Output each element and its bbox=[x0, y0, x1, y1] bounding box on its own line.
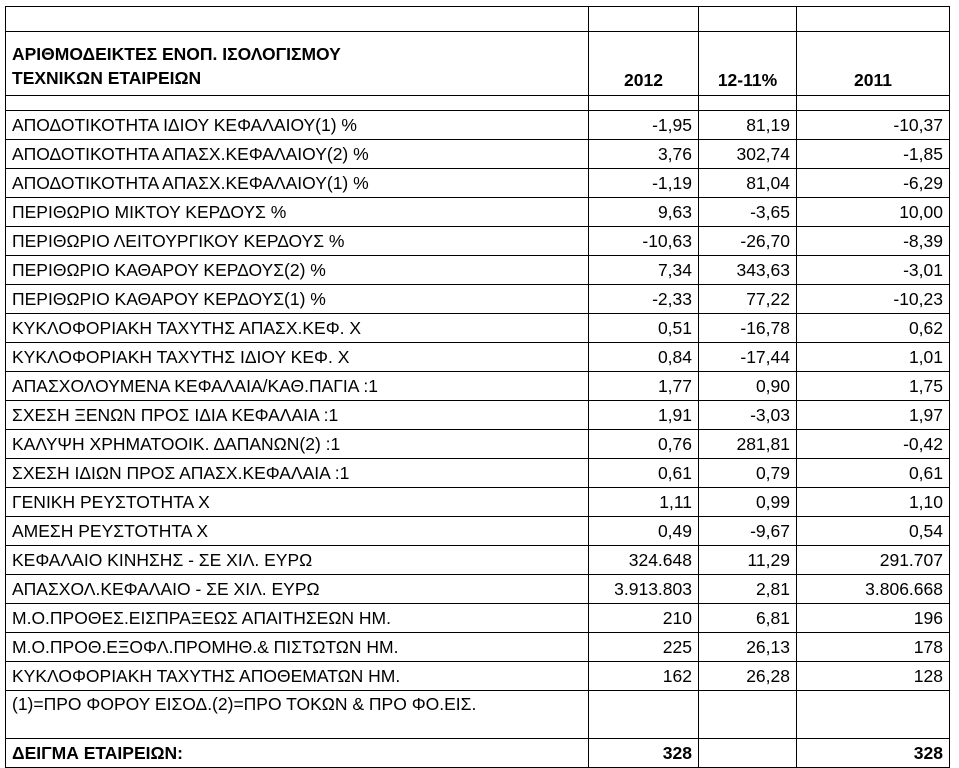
header-change: 12-11% bbox=[699, 32, 797, 96]
value-change: -26,70 bbox=[699, 227, 797, 256]
table-row bbox=[6, 662, 950, 691]
table-row bbox=[6, 343, 950, 372]
value-change: -16,78 bbox=[699, 314, 797, 343]
spacer-row bbox=[6, 96, 950, 111]
value-2012: 324.648 bbox=[589, 546, 699, 575]
value-change: 2,81 bbox=[699, 575, 797, 604]
table-title-line2: ΤΕΧΝΙΚΩΝ ΕΤΑΙΡΕΙΩΝ bbox=[12, 68, 202, 88]
value-2012: 1,77 bbox=[589, 372, 699, 401]
value-2011: 291.707 bbox=[797, 546, 950, 575]
value-2011: 128 bbox=[797, 662, 950, 691]
row-label: ΑΠΟΔΟΤΙΚΟΤΗΤΑ ΙΔΙΟΥ ΚΕΦΑΛΑΙΟΥ(1) % bbox=[6, 111, 589, 140]
value-2012: -1,19 bbox=[589, 169, 699, 198]
sample-label: ΔΕΙΓΜΑ ΕΤΑΙΡΕΙΩΝ: bbox=[6, 739, 589, 768]
cell bbox=[699, 96, 797, 111]
value-change: -3,03 bbox=[699, 401, 797, 430]
value-2012: 0,51 bbox=[589, 314, 699, 343]
row-label: ΑΠΑΣΧΟΛ.ΚΕΦΑΛΑΙΟ - ΣΕ ΧΙΛ. ΕΥΡΩ bbox=[6, 575, 589, 604]
row-label: ΠΕΡΙΘΩΡΙΟ ΜΙΚΤΟΥ ΚΕΡΔΟΥΣ % bbox=[6, 198, 589, 227]
row-label: ΣΧΕΣΗ ΙΔΙΩΝ ΠΡΟΣ ΑΠΑΣΧ.ΚΕΦΑΛΑΙΑ :1 bbox=[6, 459, 589, 488]
table-row bbox=[6, 314, 950, 343]
row-label: Μ.Ο.ΠΡΟΘΕΣ.ΕΙΣΠΡΑΞΕΩΣ ΑΠΑΙΤΗΣΕΩΝ ΗΜ. bbox=[6, 604, 589, 633]
value-change: 0,79 bbox=[699, 459, 797, 488]
value-2012: 7,34 bbox=[589, 256, 699, 285]
value-2011: -1,85 bbox=[797, 140, 950, 169]
value-change: 343,63 bbox=[699, 256, 797, 285]
cell bbox=[699, 739, 797, 768]
value-2011: 1,01 bbox=[797, 343, 950, 372]
table-row bbox=[6, 198, 950, 227]
value-2012: 0,49 bbox=[589, 517, 699, 546]
value-2011: -10,37 bbox=[797, 111, 950, 140]
row-label: ΚΕΦΑΛΑΙΟ ΚΙΝΗΣΗΣ - ΣΕ ΧΙΛ. ΕΥΡΩ bbox=[6, 546, 589, 575]
table-title-line1: ΑΡΙΘΜΟΔΕΙΚΤΕΣ ΕΝΟΠ. ΙΣΟΛΟΓΙΣΜΟΥ bbox=[12, 44, 341, 64]
sample-row bbox=[6, 739, 950, 768]
cell bbox=[797, 7, 950, 32]
value-change: 281,81 bbox=[699, 430, 797, 459]
table-row bbox=[6, 604, 950, 633]
value-2011: 10,00 bbox=[797, 198, 950, 227]
table-row bbox=[6, 401, 950, 430]
value-2012: 225 bbox=[589, 633, 699, 662]
value-2011: -6,29 bbox=[797, 169, 950, 198]
table-row bbox=[6, 459, 950, 488]
value-2012: 0,84 bbox=[589, 343, 699, 372]
value-2011: -8,39 bbox=[797, 227, 950, 256]
row-label: ΑΠΟΔΟΤΙΚΟΤΗΤΑ ΑΠΑΣΧ.ΚΕΦΑΛΑΙΟΥ(2) % bbox=[6, 140, 589, 169]
value-2012: 210 bbox=[589, 604, 699, 633]
table-row bbox=[6, 430, 950, 459]
cell bbox=[699, 691, 797, 739]
cell bbox=[589, 96, 699, 111]
value-2011: 0,62 bbox=[797, 314, 950, 343]
sample-2012: 328 bbox=[589, 739, 699, 768]
value-2012: 1,11 bbox=[589, 488, 699, 517]
value-change: 302,74 bbox=[699, 140, 797, 169]
value-change: 26,28 bbox=[699, 662, 797, 691]
value-2012: 1,91 bbox=[589, 401, 699, 430]
sample-2011: 328 bbox=[797, 739, 950, 768]
value-2011: -3,01 bbox=[797, 256, 950, 285]
row-label: ΓΕΝΙΚΗ ΡΕΥΣΤΟΤΗΤΑ Χ bbox=[6, 488, 589, 517]
value-2012: 162 bbox=[589, 662, 699, 691]
value-2012: 0,76 bbox=[589, 430, 699, 459]
table-row bbox=[6, 140, 950, 169]
row-label: ΠΕΡΙΘΩΡΙΟ ΛΕΙΤΟΥΡΓΙΚΟΥ ΚΕΡΔΟΥΣ % bbox=[6, 227, 589, 256]
cell bbox=[797, 691, 950, 739]
value-2011: 1,75 bbox=[797, 372, 950, 401]
value-2011: -0,42 bbox=[797, 430, 950, 459]
cell bbox=[589, 7, 699, 32]
value-change: 81,04 bbox=[699, 169, 797, 198]
table-row bbox=[6, 111, 950, 140]
table-row bbox=[6, 372, 950, 401]
cell bbox=[699, 7, 797, 32]
value-2012: -10,63 bbox=[589, 227, 699, 256]
value-2011: 0,54 bbox=[797, 517, 950, 546]
value-2011: 196 bbox=[797, 604, 950, 633]
value-2012: 0,61 bbox=[589, 459, 699, 488]
table-row bbox=[6, 227, 950, 256]
ratios-table bbox=[5, 6, 950, 768]
footnote-row bbox=[6, 691, 950, 739]
footnote: (1)=ΠΡΟ ΦΟΡΟΥ ΕΙΣΟΔ.(2)=ΠΡΟ ΤΟΚΩΝ & ΠΡΟ ΦΟ.ΕΙΣ. bbox=[6, 691, 589, 739]
row-label: ΚΑΛΥΨΗ ΧΡΗΜΑΤΟΟΙΚ. ΔΑΠΑΝΩΝ(2) :1 bbox=[6, 430, 589, 459]
value-2011: 3.806.668 bbox=[797, 575, 950, 604]
cell bbox=[6, 96, 589, 111]
table-row bbox=[6, 633, 950, 662]
value-change: 11,29 bbox=[699, 546, 797, 575]
header-2011: 2011 bbox=[797, 32, 950, 96]
header-row bbox=[6, 32, 950, 96]
value-2012: -2,33 bbox=[589, 285, 699, 314]
table-row bbox=[6, 488, 950, 517]
value-2011: 1,97 bbox=[797, 401, 950, 430]
value-2012: -1,95 bbox=[589, 111, 699, 140]
value-change: -3,65 bbox=[699, 198, 797, 227]
table-row bbox=[6, 256, 950, 285]
value-change: 0,99 bbox=[699, 488, 797, 517]
table-row bbox=[6, 517, 950, 546]
table-title bbox=[6, 32, 589, 96]
value-change: 81,19 bbox=[699, 111, 797, 140]
table-row bbox=[6, 575, 950, 604]
top-empty-row bbox=[6, 7, 950, 32]
row-label: ΠΕΡΙΘΩΡΙΟ ΚΑΘΑΡΟΥ ΚΕΡΔΟΥΣ(1) % bbox=[6, 285, 589, 314]
table-row bbox=[6, 285, 950, 314]
row-label: ΚΥΚΛΟΦΟΡΙΑΚΗ ΤΑΧΥΤΗΣ ΑΠΑΣΧ.ΚΕΦ. Χ bbox=[6, 314, 589, 343]
header-2012: 2012 bbox=[589, 32, 699, 96]
value-2011: 0,61 bbox=[797, 459, 950, 488]
cell bbox=[6, 7, 589, 32]
row-label: ΑΠΑΣΧΟΛΟΥΜΕΝΑ ΚΕΦΑΛΑΙΑ/ΚΑΘ.ΠΑΓΙΑ :1 bbox=[6, 372, 589, 401]
value-2012: 9,63 bbox=[589, 198, 699, 227]
value-2012: 3.913.803 bbox=[589, 575, 699, 604]
row-label: ΑΠΟΔΟΤΙΚΟΤΗΤΑ ΑΠΑΣΧ.ΚΕΦΑΛΑΙΟΥ(1) % bbox=[6, 169, 589, 198]
cell bbox=[589, 691, 699, 739]
row-label: ΠΕΡΙΘΩΡΙΟ ΚΑΘΑΡΟΥ ΚΕΡΔΟΥΣ(2) % bbox=[6, 256, 589, 285]
value-2012: 3,76 bbox=[589, 140, 699, 169]
value-change: -9,67 bbox=[699, 517, 797, 546]
row-label: ΚΥΚΛΟΦΟΡΙΑΚΗ ΤΑΧΥΤΗΣ ΑΠΟΘΕΜΑΤΩΝ ΗΜ. bbox=[6, 662, 589, 691]
value-change: -17,44 bbox=[699, 343, 797, 372]
row-label: ΚΥΚΛΟΦΟΡΙΑΚΗ ΤΑΧΥΤΗΣ ΙΔΙΟΥ ΚΕΦ. Χ bbox=[6, 343, 589, 372]
table-row bbox=[6, 546, 950, 575]
value-2011: 1,10 bbox=[797, 488, 950, 517]
value-2011: 178 bbox=[797, 633, 950, 662]
row-label: Μ.Ο.ΠΡΟΘ.ΕΞΟΦΛ.ΠΡΟΜΗΘ.& ΠΙΣΤΩΤΩΝ ΗΜ. bbox=[6, 633, 589, 662]
value-change: 0,90 bbox=[699, 372, 797, 401]
row-label: ΣΧΕΣΗ ΞΕΝΩΝ ΠΡΟΣ ΙΔΙΑ ΚΕΦΑΛΑΙΑ :1 bbox=[6, 401, 589, 430]
value-2011: -10,23 bbox=[797, 285, 950, 314]
table-row bbox=[6, 169, 950, 198]
value-change: 77,22 bbox=[699, 285, 797, 314]
value-change: 26,13 bbox=[699, 633, 797, 662]
value-change: 6,81 bbox=[699, 604, 797, 633]
row-label: ΑΜΕΣΗ ΡΕΥΣΤΟΤΗΤΑ Χ bbox=[6, 517, 589, 546]
cell bbox=[797, 96, 950, 111]
